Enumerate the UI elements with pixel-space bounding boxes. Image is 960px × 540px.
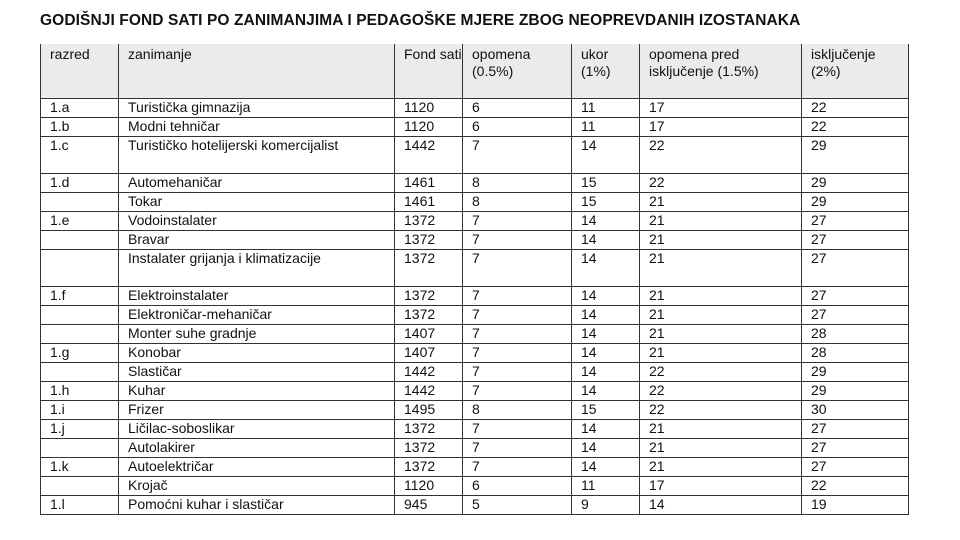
cell-zanimanje: Autoelektričar <box>119 458 395 477</box>
cell-ukor: 14 <box>572 363 640 382</box>
cell-opomena-pred-iskljucenje: 17 <box>640 118 802 137</box>
cell-ukor: 14 <box>572 231 640 250</box>
cell-fond-sati: 1407 <box>395 325 463 344</box>
cell-fond-sati: 1461 <box>395 193 463 212</box>
cell-razred <box>41 306 119 325</box>
cell-opomena-pred-iskljucenje: 21 <box>640 231 802 250</box>
cell-razred: 1.c <box>41 137 119 174</box>
cell-opomena: 8 <box>463 174 572 193</box>
cell-iskljucenje: 27 <box>802 212 909 231</box>
cell-opomena: 6 <box>463 118 572 137</box>
table-row <box>41 382 909 401</box>
cell-zanimanje: Turistička gimnazija <box>119 99 395 118</box>
cell-zanimanje: Ličilac-soboslikar <box>119 420 395 439</box>
cell-razred: 1.h <box>41 382 119 401</box>
cell-opomena-pred-iskljucenje: 21 <box>640 344 802 363</box>
cell-opomena: 8 <box>463 193 572 212</box>
cell-ukor: 11 <box>572 99 640 118</box>
cell-iskljucenje: 27 <box>802 231 909 250</box>
cell-iskljucenje: 27 <box>802 458 909 477</box>
cell-zanimanje: Slastičar <box>119 363 395 382</box>
cell-ukor: 14 <box>572 382 640 401</box>
cell-fond-sati: 1442 <box>395 137 463 174</box>
cell-opomena: 7 <box>463 382 572 401</box>
table-row <box>41 231 909 250</box>
cell-iskljucenje: 29 <box>802 137 909 174</box>
header-iskljucenje: isključenje (2%) <box>802 44 909 99</box>
cell-opomena-pred-iskljucenje: 21 <box>640 193 802 212</box>
cell-opomena: 7 <box>463 344 572 363</box>
table-row <box>41 439 909 458</box>
cell-opomena: 6 <box>463 99 572 118</box>
cell-iskljucenje: 22 <box>802 118 909 137</box>
cell-opomena: 7 <box>463 137 572 174</box>
cell-fond-sati: 1372 <box>395 250 463 287</box>
cell-iskljucenje: 29 <box>802 174 909 193</box>
cell-zanimanje: Autolakirer <box>119 439 395 458</box>
cell-opomena-pred-iskljucenje: 22 <box>640 174 802 193</box>
cell-fond-sati: 1442 <box>395 382 463 401</box>
cell-zanimanje: Turističko hotelijerski komercijalist <box>119 137 395 174</box>
cell-razred: 1.j <box>41 420 119 439</box>
cell-fond-sati: 1372 <box>395 231 463 250</box>
cell-zanimanje: Frizer <box>119 401 395 420</box>
table-row <box>41 420 909 439</box>
cell-opomena-pred-iskljucenje: 21 <box>640 439 802 458</box>
cell-fond-sati: 1372 <box>395 287 463 306</box>
cell-zanimanje: Pomoćni kuhar i slastičar <box>119 496 395 515</box>
cell-opomena-pred-iskljucenje: 21 <box>640 287 802 306</box>
cell-opomena-pred-iskljucenje: 22 <box>640 363 802 382</box>
cell-opomena: 7 <box>463 306 572 325</box>
cell-iskljucenje: 27 <box>802 287 909 306</box>
cell-opomena-pred-iskljucenje: 21 <box>640 212 802 231</box>
cell-fond-sati: 1372 <box>395 439 463 458</box>
header-opomena-pred-iskljucenje: opomena pred isključenje (1.5%) <box>640 44 802 99</box>
cell-razred <box>41 231 119 250</box>
cell-opomena: 7 <box>463 231 572 250</box>
cell-razred <box>41 250 119 287</box>
cell-razred: 1.d <box>41 174 119 193</box>
cell-razred <box>41 477 119 496</box>
cell-razred <box>41 193 119 212</box>
cell-ukor: 9 <box>572 496 640 515</box>
cell-iskljucenje: 22 <box>802 477 909 496</box>
header-razred: razred <box>41 44 119 99</box>
cell-opomena: 7 <box>463 458 572 477</box>
header-zanimanje: zanimanje <box>119 44 395 99</box>
cell-opomena: 6 <box>463 477 572 496</box>
cell-zanimanje: Modni tehničar <box>119 118 395 137</box>
cell-fond-sati: 1120 <box>395 99 463 118</box>
cell-razred: 1.b <box>41 118 119 137</box>
table-header-row <box>41 44 909 99</box>
cell-opomena: 7 <box>463 212 572 231</box>
cell-ukor: 14 <box>572 137 640 174</box>
cell-zanimanje: Vodoinstalater <box>119 212 395 231</box>
cell-opomena: 7 <box>463 420 572 439</box>
cell-opomena-pred-iskljucenje: 21 <box>640 306 802 325</box>
table-row <box>41 250 909 287</box>
cell-opomena-pred-iskljucenje: 21 <box>640 458 802 477</box>
cell-ukor: 14 <box>572 458 640 477</box>
cell-fond-sati: 945 <box>395 496 463 515</box>
cell-ukor: 15 <box>572 193 640 212</box>
cell-iskljucenje: 27 <box>802 420 909 439</box>
cell-razred: 1.l <box>41 496 119 515</box>
cell-ukor: 14 <box>572 250 640 287</box>
cell-zanimanje: Instalater grijanja i klimatizacije <box>119 250 395 287</box>
cell-ukor: 14 <box>572 420 640 439</box>
cell-iskljucenje: 28 <box>802 344 909 363</box>
cell-opomena: 7 <box>463 325 572 344</box>
cell-opomena-pred-iskljucenje: 22 <box>640 401 802 420</box>
header-fond-sati: Fond sati <box>395 44 463 99</box>
cell-iskljucenje: 29 <box>802 363 909 382</box>
cell-razred <box>41 439 119 458</box>
table-row <box>41 118 909 137</box>
cell-iskljucenje: 30 <box>802 401 909 420</box>
table-row <box>41 306 909 325</box>
page-title: GODIŠNJI FOND SATI PO ZANIMANJIMA I PEDAGOŠKE MJERE ZBOG NEOPREVDANIH IZOSTANAKA <box>40 12 801 29</box>
cell-zanimanje: Elektroničar-mehaničar <box>119 306 395 325</box>
table-row <box>41 496 909 515</box>
cell-ukor: 14 <box>572 212 640 231</box>
cell-fond-sati: 1372 <box>395 420 463 439</box>
cell-razred <box>41 325 119 344</box>
cell-iskljucenje: 29 <box>802 382 909 401</box>
cell-fond-sati: 1495 <box>395 401 463 420</box>
cell-ukor: 11 <box>572 477 640 496</box>
cell-ukor: 14 <box>572 306 640 325</box>
cell-ukor: 14 <box>572 344 640 363</box>
table-row <box>41 193 909 212</box>
cell-opomena: 7 <box>463 250 572 287</box>
cell-iskljucenje: 28 <box>802 325 909 344</box>
cell-fond-sati: 1407 <box>395 344 463 363</box>
table-row <box>41 344 909 363</box>
cell-razred: 1.e <box>41 212 119 231</box>
cell-zanimanje: Monter suhe gradnje <box>119 325 395 344</box>
cell-iskljucenje: 27 <box>802 306 909 325</box>
table-row <box>41 99 909 118</box>
table-row <box>41 458 909 477</box>
table-row <box>41 137 909 174</box>
cell-opomena: 7 <box>463 363 572 382</box>
cell-razred <box>41 363 119 382</box>
cell-fond-sati: 1372 <box>395 458 463 477</box>
cell-opomena-pred-iskljucenje: 22 <box>640 382 802 401</box>
cell-iskljucenje: 27 <box>802 250 909 287</box>
cell-opomena-pred-iskljucenje: 21 <box>640 325 802 344</box>
cell-opomena-pred-iskljucenje: 21 <box>640 250 802 287</box>
cell-opomena: 7 <box>463 439 572 458</box>
cell-razred: 1.a <box>41 99 119 118</box>
hours-table <box>40 44 909 515</box>
cell-opomena-pred-iskljucenje: 14 <box>640 496 802 515</box>
cell-iskljucenje: 22 <box>802 99 909 118</box>
cell-fond-sati: 1120 <box>395 118 463 137</box>
table-row <box>41 363 909 382</box>
cell-ukor: 11 <box>572 118 640 137</box>
table-row <box>41 325 909 344</box>
table-body <box>41 99 909 515</box>
cell-razred: 1.g <box>41 344 119 363</box>
cell-ukor: 15 <box>572 401 640 420</box>
table-row <box>41 401 909 420</box>
cell-fond-sati: 1120 <box>395 477 463 496</box>
cell-opomena: 8 <box>463 401 572 420</box>
cell-iskljucenje: 19 <box>802 496 909 515</box>
cell-ukor: 14 <box>572 287 640 306</box>
header-ukor: ukor (1%) <box>572 44 640 99</box>
cell-opomena-pred-iskljucenje: 22 <box>640 137 802 174</box>
cell-zanimanje: Elektroinstalater <box>119 287 395 306</box>
table-row <box>41 287 909 306</box>
cell-iskljucenje: 29 <box>802 193 909 212</box>
table-row <box>41 174 909 193</box>
cell-ukor: 14 <box>572 325 640 344</box>
cell-ukor: 14 <box>572 439 640 458</box>
table-row <box>41 477 909 496</box>
cell-opomena-pred-iskljucenje: 17 <box>640 477 802 496</box>
cell-zanimanje: Tokar <box>119 193 395 212</box>
cell-opomena-pred-iskljucenje: 21 <box>640 420 802 439</box>
cell-fond-sati: 1442 <box>395 363 463 382</box>
cell-zanimanje: Kuhar <box>119 382 395 401</box>
cell-opomena-pred-iskljucenje: 17 <box>640 99 802 118</box>
cell-razred: 1.k <box>41 458 119 477</box>
cell-opomena: 5 <box>463 496 572 515</box>
cell-zanimanje: Krojač <box>119 477 395 496</box>
table-row <box>41 212 909 231</box>
header-opomena: opomena (0.5%) <box>463 44 572 99</box>
cell-zanimanje: Automehaničar <box>119 174 395 193</box>
cell-razred: 1.i <box>41 401 119 420</box>
cell-fond-sati: 1372 <box>395 212 463 231</box>
cell-ukor: 15 <box>572 174 640 193</box>
cell-fond-sati: 1461 <box>395 174 463 193</box>
cell-zanimanje: Konobar <box>119 344 395 363</box>
cell-fond-sati: 1372 <box>395 306 463 325</box>
cell-opomena: 7 <box>463 287 572 306</box>
cell-razred: 1.f <box>41 287 119 306</box>
cell-iskljucenje: 27 <box>802 439 909 458</box>
cell-zanimanje: Bravar <box>119 231 395 250</box>
